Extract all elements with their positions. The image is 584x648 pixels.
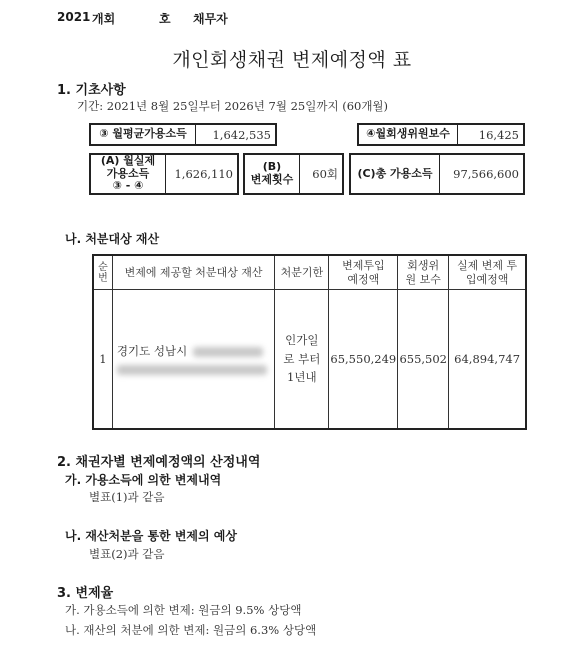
- table-row: [93, 290, 526, 430]
- case-prefix: 개회: [92, 12, 116, 26]
- col-header-planned: 변제투입 예정액: [329, 255, 398, 290]
- row-asset: [112, 290, 274, 430]
- total-income-label: (C)총 가용소득: [351, 155, 440, 193]
- total-income-value: 97,566,600: [453, 167, 519, 181]
- asset-table: [92, 254, 527, 430]
- section-3-heading: 3. 변제율: [57, 586, 114, 601]
- trustee-fee-box: [357, 123, 525, 146]
- section-2-sub-b: 나. 재산처분을 통한 변제의 예상: [65, 529, 237, 543]
- col-header-fee: 회생위원 보수: [398, 255, 449, 290]
- payment-count-box: [243, 153, 344, 195]
- payment-count-value: 60회: [312, 167, 338, 181]
- actual-income-label-line3: ③ - ④: [112, 179, 144, 193]
- avg-income-box: [89, 123, 277, 146]
- repayment-rate-a: 가. 가용소득에 의한 변제: 원금의 9.5% 상당액: [65, 603, 302, 617]
- col-header-deadline: 처분기한: [275, 255, 329, 290]
- asset-table-header-row: [93, 255, 526, 290]
- redacted-address-1: [193, 347, 263, 357]
- case-number-label: 호: [159, 12, 171, 26]
- col-header-actual: 실제 변제 투입예정액: [449, 255, 526, 290]
- row-no: 1: [93, 290, 112, 430]
- actual-income-box: [89, 153, 239, 195]
- total-income-box: [349, 153, 525, 195]
- actual-income-label: [91, 155, 166, 193]
- trustee-fee-value: 16,425: [478, 127, 519, 142]
- case-year: 2021: [57, 10, 91, 24]
- actual-income-value: 1,626,110: [174, 167, 233, 181]
- section-1-heading: 1. 기초사항: [57, 83, 126, 98]
- payment-count-label-line2: 변제횟수: [250, 173, 294, 186]
- section-2-sub-a: 가. 가용소득에 의한 변제내역: [65, 473, 222, 487]
- row-asset-text: 경기도 성남시: [116, 344, 188, 358]
- col-header-no: 순번: [93, 255, 112, 290]
- row-actual: 64,894,747: [449, 290, 526, 430]
- payment-count-label: [245, 155, 300, 193]
- period-text: 기간: 2021년 8월 25일부터 2026년 7월 25일까지 (60개월): [77, 99, 389, 113]
- redacted-address-2: [117, 365, 267, 375]
- document-title: 개인회생채권 변제예정액 표: [172, 49, 412, 71]
- actual-income-label-line1: (A) 월실제: [100, 154, 156, 168]
- trustee-fee-label: ④월회생위원보수: [359, 125, 458, 144]
- row-fee: 655,502: [398, 290, 449, 430]
- debtor-label: 채무자: [193, 12, 228, 26]
- payment-count-label-line1: (B): [262, 160, 282, 174]
- avg-income-value: 1,642,535: [212, 127, 271, 142]
- avg-income-label: ③ 월평균가용소득: [91, 125, 196, 144]
- actual-income-label-line2: 가용소득: [106, 166, 150, 180]
- col-header-asset: 변제에 제공할 처분대상 재산: [112, 255, 274, 290]
- section-2-heading: 2. 채권자별 변제예정액의 산정내역: [57, 455, 261, 470]
- section-2-sub-b-text: 별표(2)과 같음: [89, 547, 165, 561]
- repayment-rate-b: 나. 재산의 처분에 의한 변제: 원금의 6.3% 상당액: [65, 623, 317, 637]
- row-deadline: 인가일로 부터 1년내: [275, 290, 329, 430]
- section-2-sub-a-text: 별표(1)과 같음: [89, 490, 165, 504]
- row-planned: 65,550,249: [329, 290, 398, 430]
- asset-section-heading: 나. 처분대상 재산: [65, 232, 160, 246]
